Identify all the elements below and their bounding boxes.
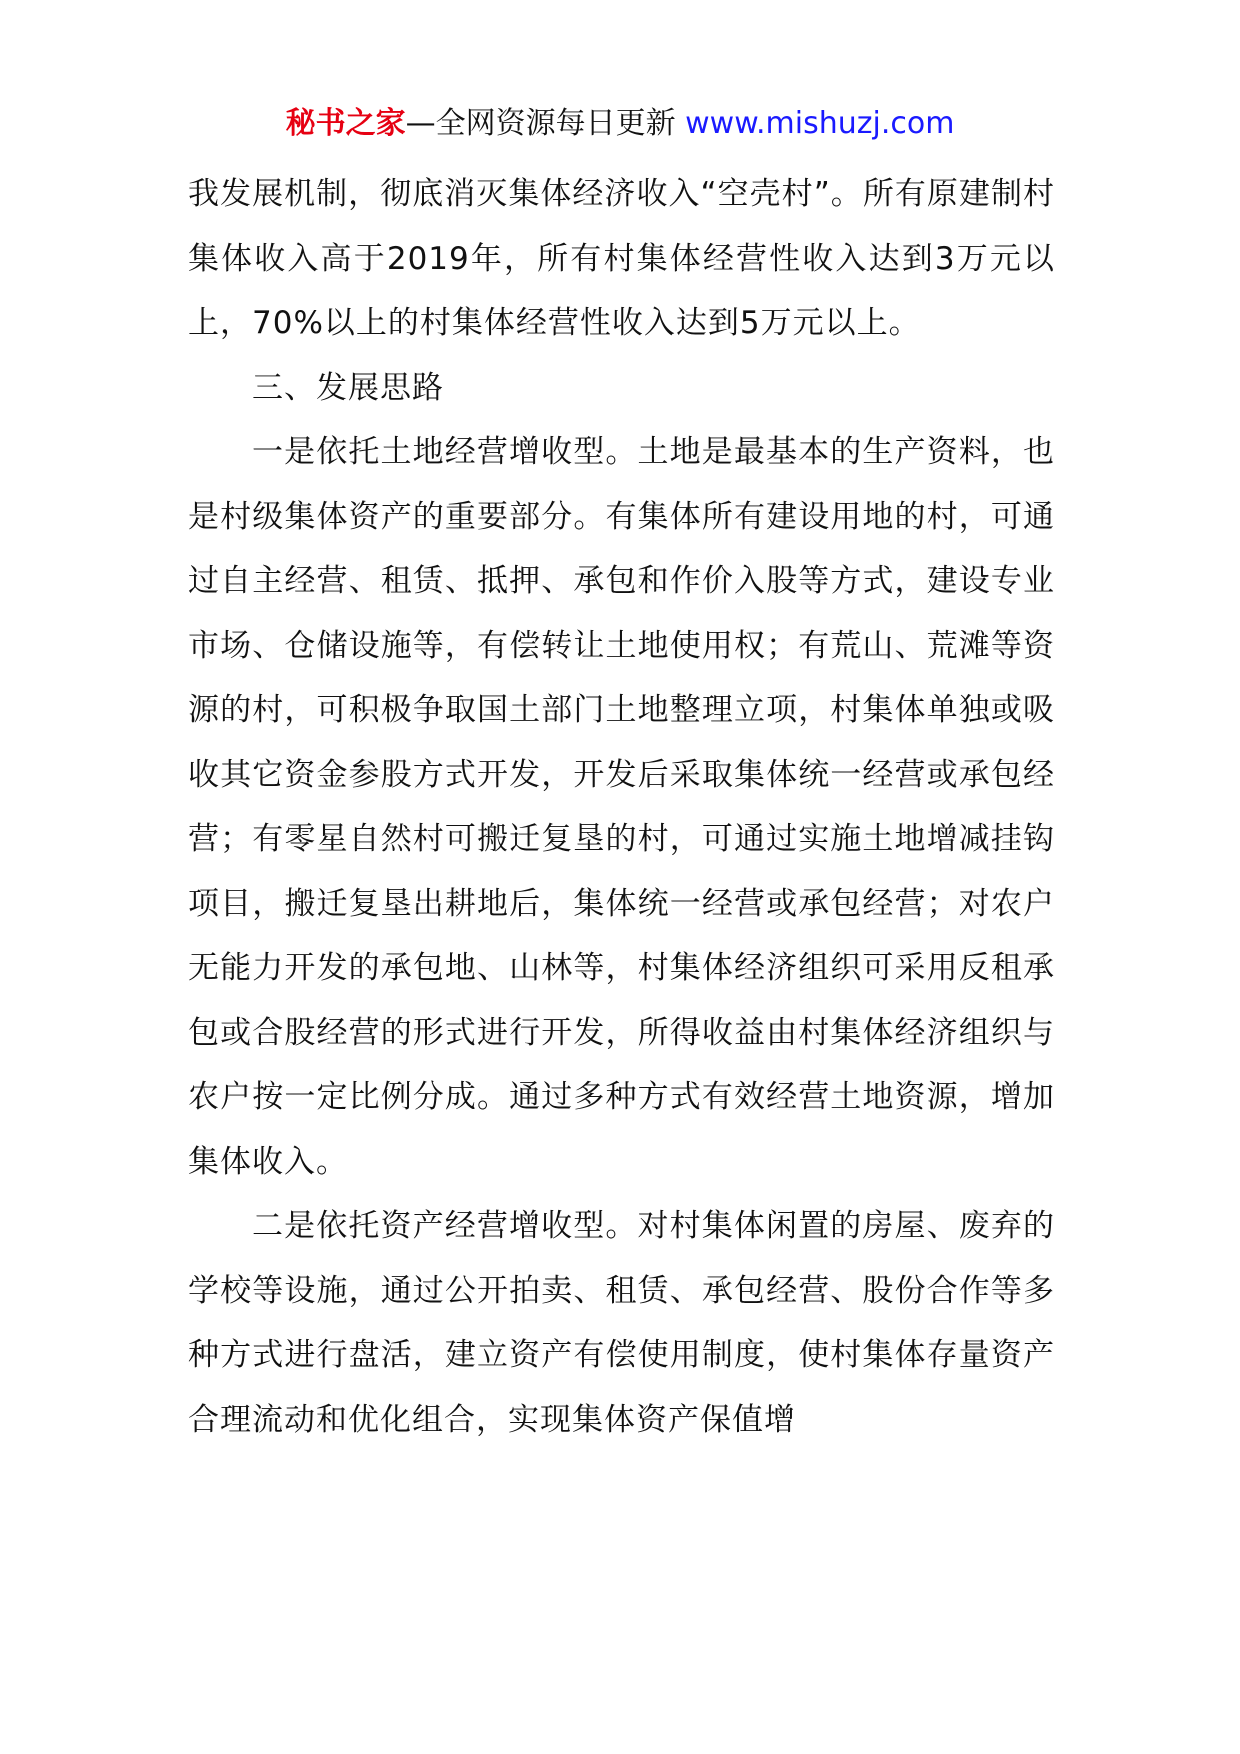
site-url-link[interactable]: www.mishuzj.com [685,106,955,141]
paragraph-goals-continued: 我发展机制，彻底消灭集体经济收入“空壳村”。所有原建制村集体收入高于2019年，所有村集体经营性收入达到3万元以上，70%以上的村集体经营性收入达到5万元以上。 [188,176,1055,341]
site-tagline: —全网资源每日更新 [405,106,676,141]
document-body [188,162,1055,1452]
section-heading-development-ideas: 三、发展思路 [252,369,444,406]
paragraph-asset-management: 二是依托资产经营增收型。对村集体闲置的房屋、废弃的学校等设施，通过公开拍卖、租赁、承包经营、股份合作等多种方式进行盘活，建立资产有偿使用制度，使村集体存量资产合理流动和优化组合，实现集体资产保值增 [188,1208,1055,1438]
page-header [0,104,1240,144]
paragraph-land-management: 一是依托土地经营增收型。土地是最基本的生产资料，也是村级集体资产的重要部分。有集体所有建设用地的村，可通过自主经营、租赁、抵押、承包和作价入股等方式，建设专业市场、仓储设施等，有偿转让土地使用权；有荒山、荒滩等资源的村，可积极争取国土部门土地整理立项，村集体单独或吸收其它资金参股方式开发，开发后采取集体统一经营或承包经营；有零星自然村可搬迁复垦的村，可通过实施土地增减挂钩项目，搬迁复垦出耕地后，集体统一经营或承包经营；对农户无能力开发的承包地、山林等，村集体经济组织可采用反租承包或合股经营的形式进行开发，所得收益由村集体经济组织与农户按一定比例分成。通过多种方式有效经营土地资源，增加集体收入。 [188,434,1055,1180]
site-brand: 秘书之家 [285,106,406,141]
